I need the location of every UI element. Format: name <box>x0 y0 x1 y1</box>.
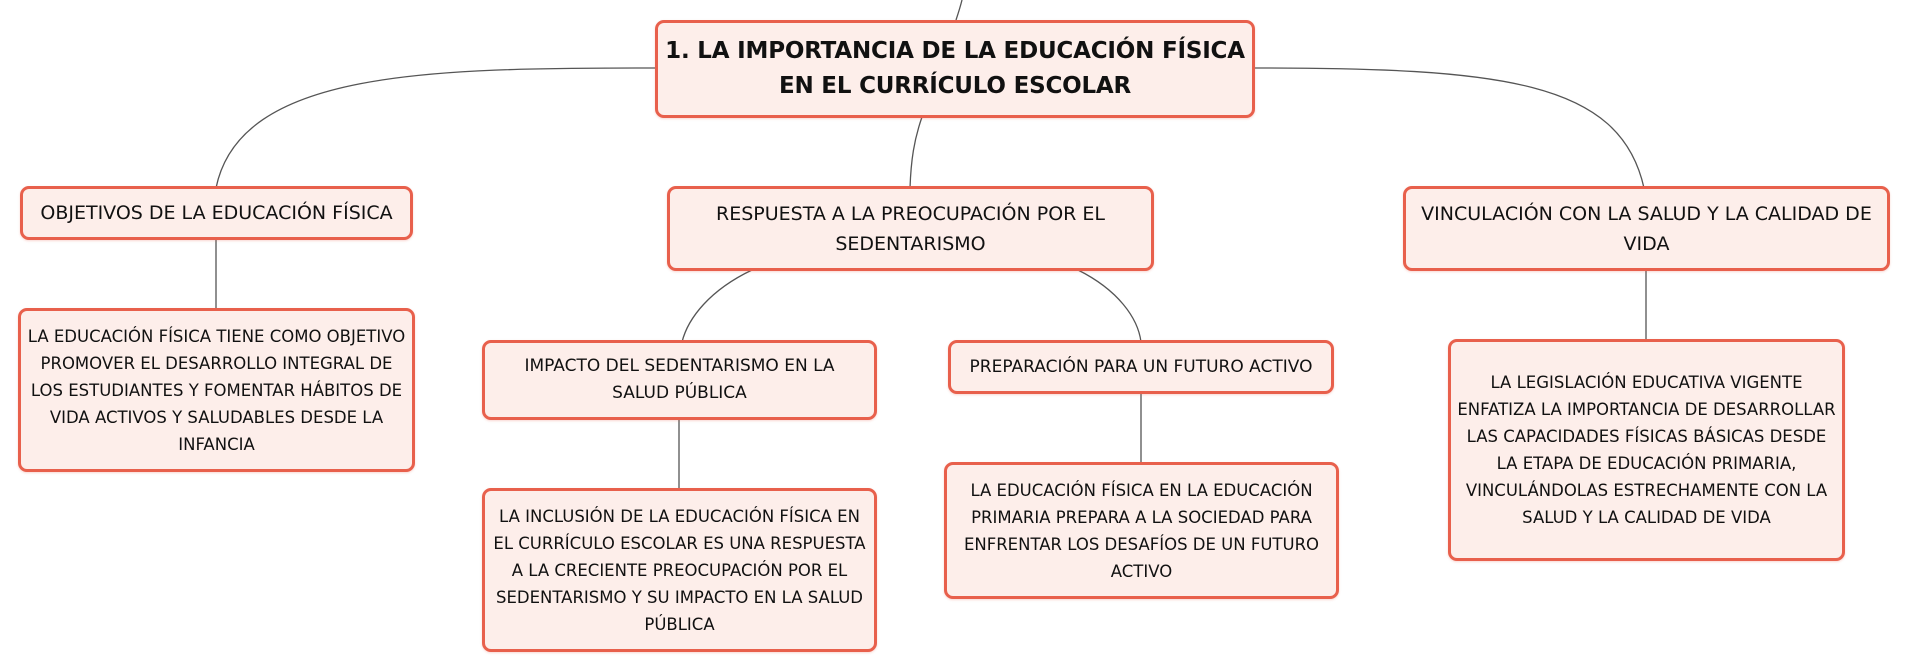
connector-root-to-objetivos <box>216 68 655 188</box>
preparacion-detail-node[interactable] <box>944 462 1339 599</box>
branch-respuesta-node[interactable] <box>667 186 1154 271</box>
branch-objetivos-label: OBJETIVOS DE LA EDUCACIÓN FÍSICA <box>40 202 393 224</box>
connector-respuesta-to-preparacion <box>1078 270 1141 342</box>
connector-root-to-vinculacion <box>1253 68 1644 188</box>
subtopic-preparacion-node[interactable] <box>948 340 1334 394</box>
subtopic-impacto-label: IMPACTO DEL SEDENTARISMO EN LA SALUD PÚBLICA <box>524 356 835 403</box>
root-topic-node[interactable] <box>655 20 1255 118</box>
impacto-detail-text: LA INCLUSIÓN DE LA EDUCACIÓN FÍSICA EN EL CURRÍCULO ESCOLAR ES UNA RESPUESTA A LA CRECIENTE PREOCUPACIÓN POR EL SEDENTARISMO Y SU IMPACTO EN LA SALUD PÚBLICA <box>493 506 866 634</box>
connector-root-to-respuesta <box>910 117 922 188</box>
branch-objetivos-node[interactable] <box>20 186 413 240</box>
vinculacion-detail-node[interactable] <box>1448 339 1845 561</box>
objetivos-detail-node[interactable] <box>18 308 415 472</box>
root-topic-label: 1. LA IMPORTANCIA DE LA EDUCACIÓN FÍSICA EN EL CURRÍCULO ESCOLAR <box>665 38 1245 99</box>
vinculacion-detail-text: LA LEGISLACIÓN EDUCATIVA VIGENTE ENFATIZA LA IMPORTANCIA DE DESARROLLAR LAS CAPACIDADES FÍSICAS BÁSICAS DESDE LA ETAPA DE EDUCACIÓN PRIMARIA, VINCULÁNDOLAS ESTRECHAMENTE CON LA SALUD Y LA CALIDAD DE VIDA <box>1457 373 1836 527</box>
branch-respuesta-label: RESPUESTA A LA PREOCUPACIÓN POR EL SEDENTARISMO <box>716 202 1105 255</box>
impacto-detail-node[interactable] <box>482 488 877 652</box>
branch-vinculacion-label: VINCULACIÓN CON LA SALUD Y LA CALIDAD DE VIDA <box>1421 202 1872 255</box>
subtopic-preparacion-label: PREPARACIÓN PARA UN FUTURO ACTIVO <box>969 356 1313 377</box>
connector-parent-to-root <box>956 0 962 20</box>
objetivos-detail-text: LA EDUCACIÓN FÍSICA TIENE COMO OBJETIVO PROMOVER EL DESARROLLO INTEGRAL DE LOS ESTUDIANTES Y FOMENTAR HÁBITOS DE VIDA ACTIVOS Y SALUDABLES DESDE LA INFANCIA <box>27 326 406 454</box>
branch-vinculacion-node[interactable] <box>1403 186 1890 271</box>
subtopic-impacto-node[interactable] <box>482 340 877 420</box>
connector-respuesta-to-impacto <box>682 270 752 342</box>
preparacion-detail-text: LA EDUCACIÓN FÍSICA EN LA EDUCACIÓN PRIMARIA PREPARA A LA SOCIEDAD PARA ENFRENTAR LOS DESAFÍOS DE UN FUTURO ACTIVO <box>963 480 1320 581</box>
